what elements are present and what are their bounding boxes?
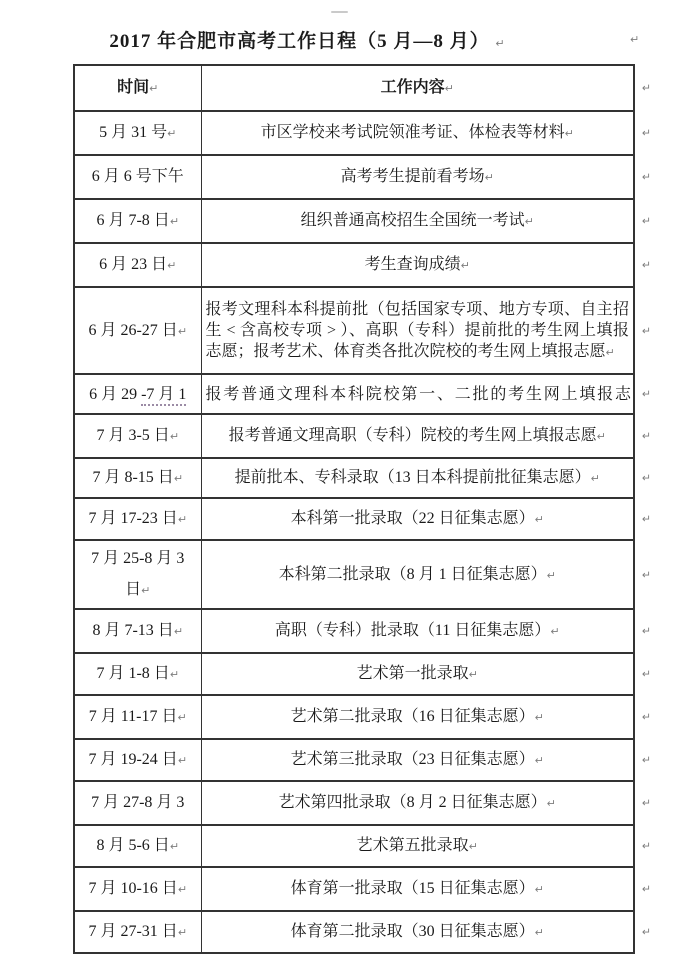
content-value: 体育第二批录取（30 日征集志愿） bbox=[290, 923, 535, 940]
time-value: 5 月 31 号 bbox=[99, 124, 168, 141]
time-value: 8 月 5-6 日 bbox=[96, 837, 170, 854]
return-mark-icon: ↵ bbox=[169, 215, 180, 228]
content-header-cell bbox=[201, 65, 651, 111]
table-row bbox=[74, 911, 634, 953]
content-value: 组织普通高校招生全国统一考试 bbox=[300, 212, 525, 229]
return-mark-icon: ↵ bbox=[177, 926, 188, 939]
time-cell bbox=[74, 111, 201, 155]
content-cell bbox=[201, 287, 651, 374]
content-cell bbox=[201, 540, 651, 609]
return-mark-icon: ↵ bbox=[141, 584, 151, 597]
spellcheck-underlined-text: -7 月 1 bbox=[141, 386, 186, 406]
content-value: 报考普通文理高职（专科）院校的考生网上填报志愿 bbox=[228, 427, 597, 444]
time-header-label: 时间 bbox=[117, 79, 150, 96]
return-mark-icon: ↵ bbox=[534, 711, 544, 724]
return-mark-icon: ↵ bbox=[590, 472, 600, 485]
table-row bbox=[74, 540, 634, 609]
content-value: 艺术第二批录取（16 日征集志愿） bbox=[290, 708, 535, 725]
return-mark-icon: ↵ bbox=[177, 513, 188, 526]
return-mark-icon: ↵ bbox=[167, 127, 177, 140]
table-row bbox=[74, 155, 634, 199]
return-mark-icon: ↵ bbox=[641, 667, 651, 681]
table-row bbox=[74, 243, 634, 287]
content-cell bbox=[201, 199, 651, 243]
time-value: 7 月 3-5 日 bbox=[96, 427, 170, 444]
return-mark-icon: ↵ bbox=[641, 471, 651, 485]
time-cell bbox=[74, 414, 201, 458]
return-mark-icon: ↵ bbox=[534, 926, 544, 939]
return-mark-icon: ↵ bbox=[641, 387, 651, 401]
time-cell bbox=[74, 739, 201, 781]
time-value: 6 月 26-27 日 bbox=[88, 321, 178, 339]
return-mark-icon: ↵ bbox=[641, 126, 651, 140]
time-cell bbox=[74, 540, 201, 609]
content-value: 艺术第四批录取（8 月 2 日征集志愿） bbox=[278, 794, 547, 811]
time-cell bbox=[74, 458, 201, 498]
content-value: 报考文理科本科提前批（包括国家专项、地方专项、自主招生 < 含高校专项 > ）、高职（专科）提前批的考生网上填报志愿；报考艺术、体育类各批次院校的考生网上填报志愿 bbox=[205, 300, 629, 360]
time-value: 8 月 7-13 日 bbox=[92, 622, 174, 639]
return-mark-icon: ↵ bbox=[534, 883, 544, 896]
return-mark-icon: ↵ bbox=[641, 839, 651, 853]
content-cell bbox=[201, 781, 651, 825]
return-mark-icon: ↵ bbox=[173, 472, 184, 485]
time-value: 6 月 7-8 日 bbox=[96, 212, 170, 229]
time-value: 7 月 11-17 日 bbox=[88, 708, 178, 725]
return-mark-icon: ↵ bbox=[641, 512, 651, 526]
return-mark-icon: ↵ bbox=[177, 883, 188, 896]
return-mark-icon: ↵ bbox=[641, 624, 651, 638]
time-value: 7 月 8-15 日 bbox=[92, 469, 174, 486]
table-row bbox=[74, 739, 634, 781]
content-cell bbox=[201, 374, 651, 414]
time-value: 6 月 29 bbox=[89, 385, 142, 403]
table-row bbox=[74, 199, 634, 243]
content-value: 艺术第一批录取 bbox=[356, 665, 469, 682]
content-cell bbox=[201, 911, 651, 953]
content-value: 市区学校来考试院领准考证、体检表等材料 bbox=[260, 124, 565, 141]
table-row bbox=[74, 287, 634, 374]
return-mark-icon: ↵ bbox=[641, 429, 651, 443]
page-title: 2017 年合肥市高考工作日程（5 月—8 月） bbox=[109, 31, 490, 52]
return-mark-icon: ↵ bbox=[564, 127, 574, 140]
return-mark-icon: ↵ bbox=[641, 882, 651, 896]
time-value: 6 月 23 日 bbox=[99, 256, 168, 273]
return-mark-icon: ↵ bbox=[534, 754, 544, 767]
time-value: 7 月 10-16 日 bbox=[88, 880, 178, 897]
page-title-row bbox=[0, 26, 614, 53]
return-mark-icon: ↵ bbox=[641, 214, 651, 228]
table-row bbox=[74, 653, 634, 695]
time-cell bbox=[74, 498, 201, 540]
return-mark-icon: ↵ bbox=[468, 668, 478, 681]
return-mark-icon: ↵ bbox=[495, 37, 505, 50]
return-mark-icon: ↵ bbox=[177, 324, 188, 338]
content-value: 本科第一批录取（22 日征集志愿） bbox=[290, 510, 535, 527]
return-mark-icon: ↵ bbox=[641, 796, 651, 810]
return-mark-icon: ↵ bbox=[177, 754, 188, 767]
time-value: 6 月 6 号下午 bbox=[91, 168, 184, 185]
return-mark-icon: ↵ bbox=[641, 753, 651, 767]
content-value: 考生查询成绩 bbox=[364, 256, 461, 273]
time-value: 7 月 25-8 月 3 bbox=[91, 550, 185, 567]
content-cell bbox=[201, 867, 651, 911]
return-mark-icon: ↵ bbox=[460, 259, 470, 272]
return-mark-icon: ↵ bbox=[641, 710, 651, 724]
time-value: 7 月 27-8 月 3 bbox=[91, 794, 185, 811]
table-row bbox=[74, 867, 634, 911]
content-value: 高考考生提前看考场 bbox=[340, 168, 485, 185]
content-value: 报考普通文理科本科院校第一、二批的考生网上填报志 bbox=[205, 385, 631, 403]
return-mark-icon: ↵ bbox=[641, 81, 651, 95]
table-row bbox=[74, 374, 634, 414]
content-value: 本科第二批录取（8 月 1 日征集志愿） bbox=[278, 565, 547, 583]
table-row bbox=[74, 781, 634, 825]
return-mark-icon: ↵ bbox=[641, 925, 651, 939]
return-mark-icon: ↵ bbox=[550, 625, 560, 638]
table-row bbox=[74, 825, 634, 867]
content-cell bbox=[201, 695, 651, 739]
table-row bbox=[74, 609, 634, 653]
return-mark-icon: ↵ bbox=[524, 215, 534, 228]
content-value: 艺术第三批录取（23 日征集志愿） bbox=[290, 751, 535, 768]
return-mark-icon: ↵ bbox=[167, 259, 177, 272]
table-header-row bbox=[74, 65, 634, 111]
return-mark-icon: ↵ bbox=[169, 430, 180, 443]
content-cell bbox=[201, 458, 651, 498]
table-row bbox=[74, 695, 634, 739]
content-header-label: 工作内容 bbox=[380, 79, 445, 96]
return-mark-icon: ↵ bbox=[641, 324, 651, 337]
time-cell bbox=[74, 911, 201, 953]
time-cell bbox=[74, 653, 201, 695]
return-mark-icon: ↵ bbox=[468, 840, 478, 853]
time-value: 7 月 19-24 日 bbox=[88, 751, 178, 768]
return-mark-icon: ↵ bbox=[605, 345, 615, 359]
return-mark-icon: ↵ bbox=[546, 568, 556, 582]
table-row bbox=[74, 498, 634, 540]
content-value: 体育第一批录取（15 日征集志愿） bbox=[290, 880, 535, 897]
time-cell bbox=[74, 609, 201, 653]
return-mark-icon: ↵ bbox=[596, 430, 606, 443]
smudge-artifact bbox=[331, 11, 348, 13]
time-cell bbox=[74, 825, 201, 867]
content-value: 提前批本、专科录取（13 日本科提前批征集志愿） bbox=[234, 469, 591, 486]
return-mark-icon: ↵ bbox=[534, 513, 544, 526]
return-mark-icon: ↵ bbox=[177, 711, 187, 724]
content-value: 高职（专科）批录取（11 日征集志愿） bbox=[274, 622, 551, 639]
time-cell bbox=[74, 243, 201, 287]
time-value: 7 月 17-23 日 bbox=[88, 510, 178, 527]
time-cell bbox=[74, 374, 201, 414]
return-mark-icon: ↵ bbox=[641, 258, 651, 272]
time-cell bbox=[74, 287, 201, 374]
return-mark-icon: ↵ bbox=[546, 797, 556, 810]
return-mark-icon: ↵ bbox=[169, 840, 180, 853]
table-row bbox=[74, 414, 634, 458]
content-cell bbox=[201, 609, 651, 653]
content-cell bbox=[201, 111, 651, 155]
return-mark-icon: ↵ bbox=[149, 82, 159, 95]
return-mark-icon: ↵ bbox=[641, 170, 651, 184]
table-row bbox=[74, 458, 634, 498]
content-cell bbox=[201, 243, 651, 287]
return-mark-icon: ↵ bbox=[169, 668, 180, 681]
time-value: 7 月 1-8 日 bbox=[96, 665, 170, 682]
content-cell bbox=[201, 739, 651, 781]
return-mark-icon: ↵ bbox=[484, 171, 494, 184]
time-cell bbox=[74, 867, 201, 911]
content-cell bbox=[201, 155, 651, 199]
return-mark-icon: ↵ bbox=[641, 568, 651, 581]
return-mark-icon: ↵ bbox=[630, 33, 640, 46]
content-cell bbox=[201, 825, 651, 867]
time-value: 7 月 27-31 日 bbox=[88, 923, 178, 940]
content-value: 艺术第五批录取 bbox=[356, 837, 469, 854]
return-mark-icon: ↵ bbox=[173, 625, 184, 638]
content-cell bbox=[201, 653, 651, 695]
time-cell bbox=[74, 199, 201, 243]
time-header-cell bbox=[74, 65, 201, 111]
content-cell bbox=[201, 498, 651, 540]
time-cell bbox=[74, 695, 201, 739]
time-cell bbox=[74, 155, 201, 199]
content-cell bbox=[201, 414, 651, 458]
time-value: 日 bbox=[125, 581, 142, 598]
return-mark-icon: ↵ bbox=[444, 82, 454, 95]
schedule-table bbox=[73, 64, 651, 954]
table-row bbox=[74, 111, 634, 155]
time-cell bbox=[74, 781, 201, 825]
